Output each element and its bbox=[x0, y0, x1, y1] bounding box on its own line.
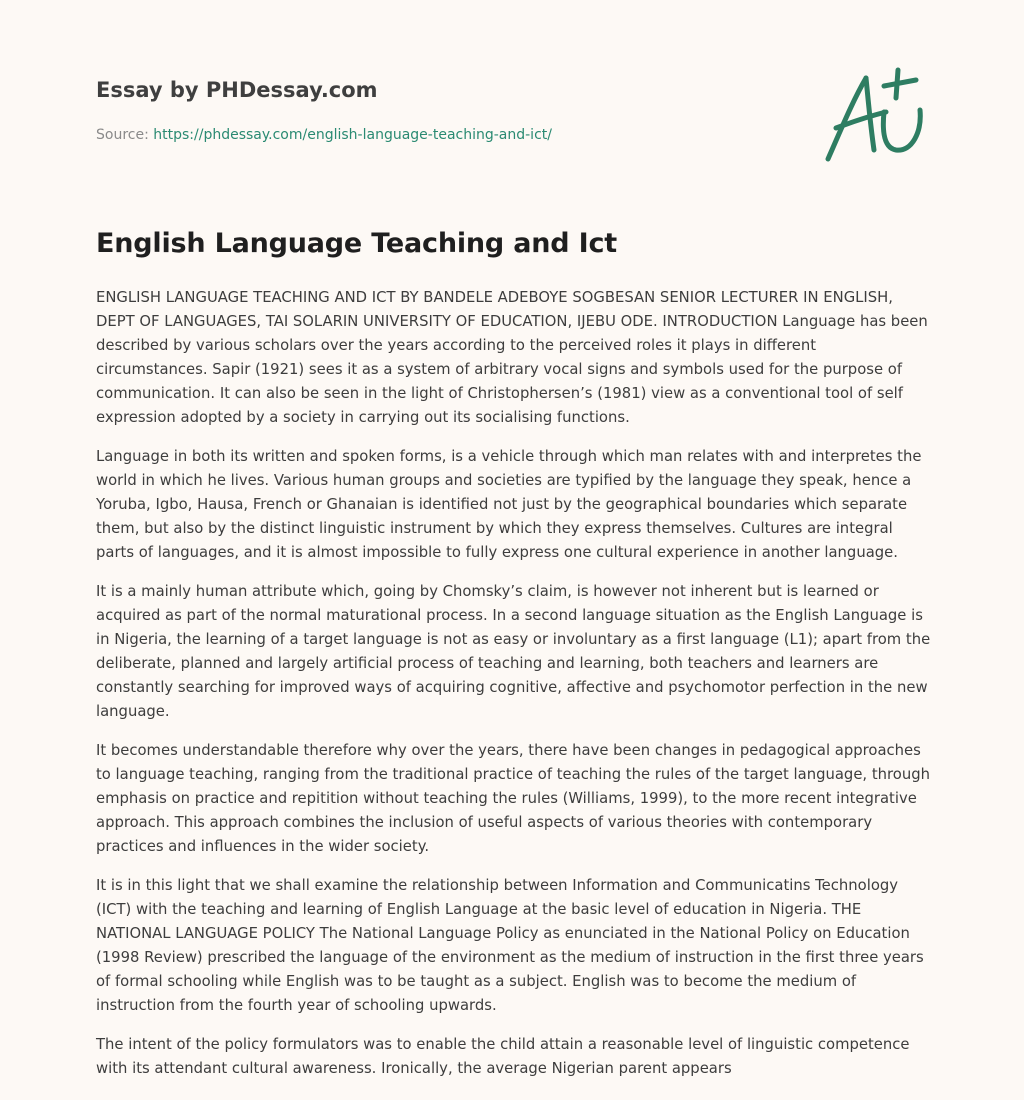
article-body bbox=[96, 286, 932, 1096]
paragraph: ENGLISH LANGUAGE TEACHING AND ICT BY BANDELE ADEBOYE SOGBESAN SENIOR LECTURER IN ENGLISH, DEPT OF LANGUAGES, TAI SOLARIN UNIVERSITY OF EDUCATION, IJEBU ODE. INTRODUCTION Language has been described by various scholars over the years according to the perceived roles it plays in different circumstances. Sapir (1921) sees it as a system of arbitrary vocal signs and symbols used for the purpose of communication. It can also be seen in the light of Christophersen’s (1981) view as a conventional tool of self expression adopted by a society in carrying out its socialising functions. bbox=[96, 289, 928, 426]
article-title: English Language Teaching and Ict bbox=[96, 228, 617, 259]
site-brand: Essay by PHDessay.com bbox=[96, 78, 378, 102]
source-link[interactable]: https://phdessay.com/english-language-teaching-and-ict/ bbox=[153, 127, 552, 143]
a-plus-logo-icon bbox=[822, 66, 930, 166]
page-header bbox=[96, 76, 796, 145]
paragraph: The intent of the policy formulators was to enable the child attain a reasonable level of linguistic competence with its attendant cultural awareness. Ironically, the average Nigerian parent appears bbox=[96, 1036, 910, 1077]
paragraph: It is a mainly human attribute which, going by Chomsky’s claim, is however not inherent but is learned or acquired as part of the normal maturational process. In a second language situation as the English Language is in Nigeria, the learning of a target language is not as easy or involuntary as a first language (L1); apart from the deliberate, planned and largely artificial process of teaching and learning, both teachers and learners are constantly searching for improved ways of acquiring cognitive, affective and psychomotor perfection in the new language. bbox=[96, 583, 931, 720]
paragraph: It is in this light that we shall examine the relationship between Information and Communicatins Technology (ICT) with the teaching and learning of English Language at the basic level of education in Nigeria. THE NATIONAL LANGUAGE POLICY The National Language Policy as enunciated in the National Policy on Education (1998 Review) prescribed the language of the environment as the medium of instruction in the first three years of formal schooling while English was to be taught as a subject. English was to become the medium of instruction from the fourth year of schooling upwards. bbox=[96, 877, 924, 1014]
paragraph: Language in both its written and spoken forms, is a vehicle through which man relates with and interpretes the world in which he lives. Various human groups and societies are typified by the language they speak, hence a Yoruba, Igbo, Hausa, French or Ghanaian is identified not just by the geographical boundaries which separate them, but also by the distinct linguistic instrument by which they express themselves. Cultures are integral parts of languages, and it is almost impossible to fully express one cultural experience in another language. bbox=[96, 448, 922, 561]
source-line bbox=[96, 125, 796, 145]
paragraph: It becomes understandable therefore why over the years, there have been changes in pedagogical approaches to language teaching, ranging from the traditional practice of teaching the rules of the target language, through emphasis on practice and repitition without teaching the rules (Williams, 1999), to the more recent integrative approach. This approach combines the inclusion of useful aspects of various theories with contemporary practices and influences in the wider society. bbox=[96, 742, 930, 855]
source-label: Source: bbox=[96, 127, 154, 143]
